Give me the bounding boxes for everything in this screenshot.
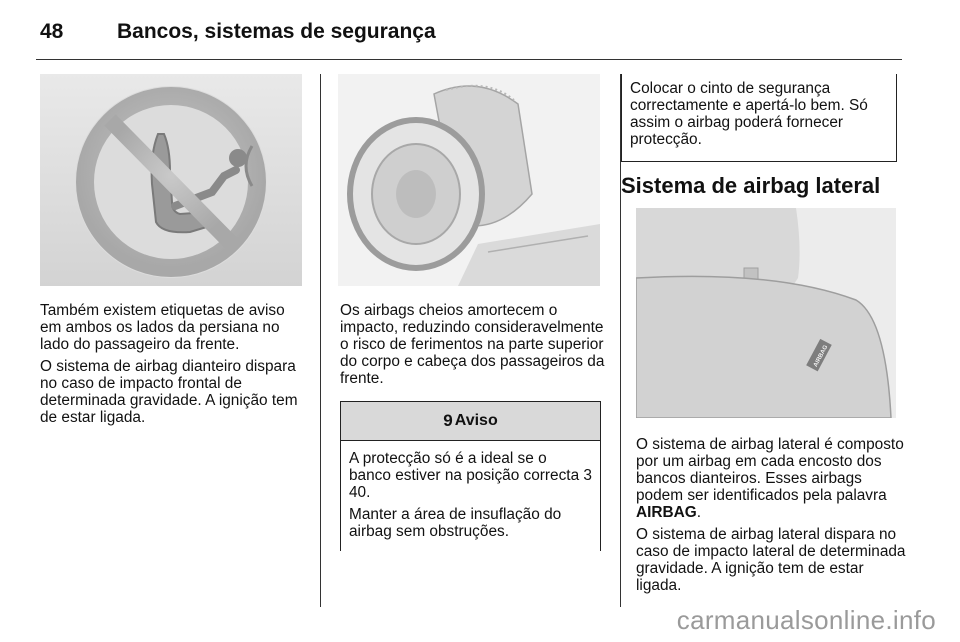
paragraph: O sistema de airbag dianteiro dispara no caso de impacto frontal de determinada gravidade. A ignição tem de estar ligada. — [40, 358, 298, 426]
section-heading: Sistema de airbag lateral — [621, 173, 881, 198]
column-2-text — [340, 302, 608, 392]
column-3-text — [636, 436, 908, 599]
warning-title: Aviso — [454, 412, 498, 429]
warning-triangle-icon: 9 — [443, 411, 453, 430]
warning-header — [341, 401, 600, 441]
paragraph: O sistema de airbag lateral dispara no caso de impacto lateral de determinada gravidade. A ignição tem de estar ligada. — [636, 526, 906, 594]
column-1-text — [40, 302, 308, 431]
column-divider-1 — [320, 74, 321, 607]
side-airbag-seat-illustration — [636, 208, 896, 418]
airbag-label: AIRBAG — [812, 344, 830, 369]
footer-watermark: carmanualsonline.info — [676, 605, 936, 635]
page-header-title: Bancos, sistemas de segurança — [117, 20, 436, 43]
side-airbag-image — [636, 208, 896, 418]
warning-box — [340, 401, 601, 551]
page-reference[interactable]: 40. — [349, 484, 371, 501]
paragraph: O sistema de airbag lateral é composto por um airbag em cada encosto dos bancos dianteiros. Esses airbags podem ser identificados pela palavra AIRBAG. — [636, 436, 904, 521]
note-box: Colocar o cinto de segurança correctamente e apertá-lo bem. Só assim o airbag poderá fornecer protecção. — [621, 74, 897, 162]
airbag-keyword: AIRBAG — [636, 504, 697, 521]
no-rear-facing-child-seat-icon — [40, 74, 302, 286]
paragraph: Manter a área de insuflação do airbag sem obstruções. — [349, 506, 562, 540]
page-reference-icon: 3 — [583, 467, 592, 484]
paragraph: A protecção só é a ideal se o banco estiver na posição correcta 3 40. — [349, 450, 592, 501]
front-airbag-illustration — [338, 74, 600, 286]
child-seat-warning-image — [40, 74, 302, 286]
warning-body — [341, 441, 600, 540]
paragraph: Também existem etiquetas de aviso em ambos os lados da persiana no lado do passageiro da frente. — [40, 302, 285, 353]
front-airbag-image — [338, 74, 600, 286]
page-number: 48 — [40, 20, 64, 43]
paragraph: Os airbags cheios amortecem o impacto, reduzindo consideravelmente o risco de ferimentos na parte superior do corpo e cabeça dos passageiros da frente. — [340, 302, 605, 387]
header-rule — [36, 59, 902, 60]
